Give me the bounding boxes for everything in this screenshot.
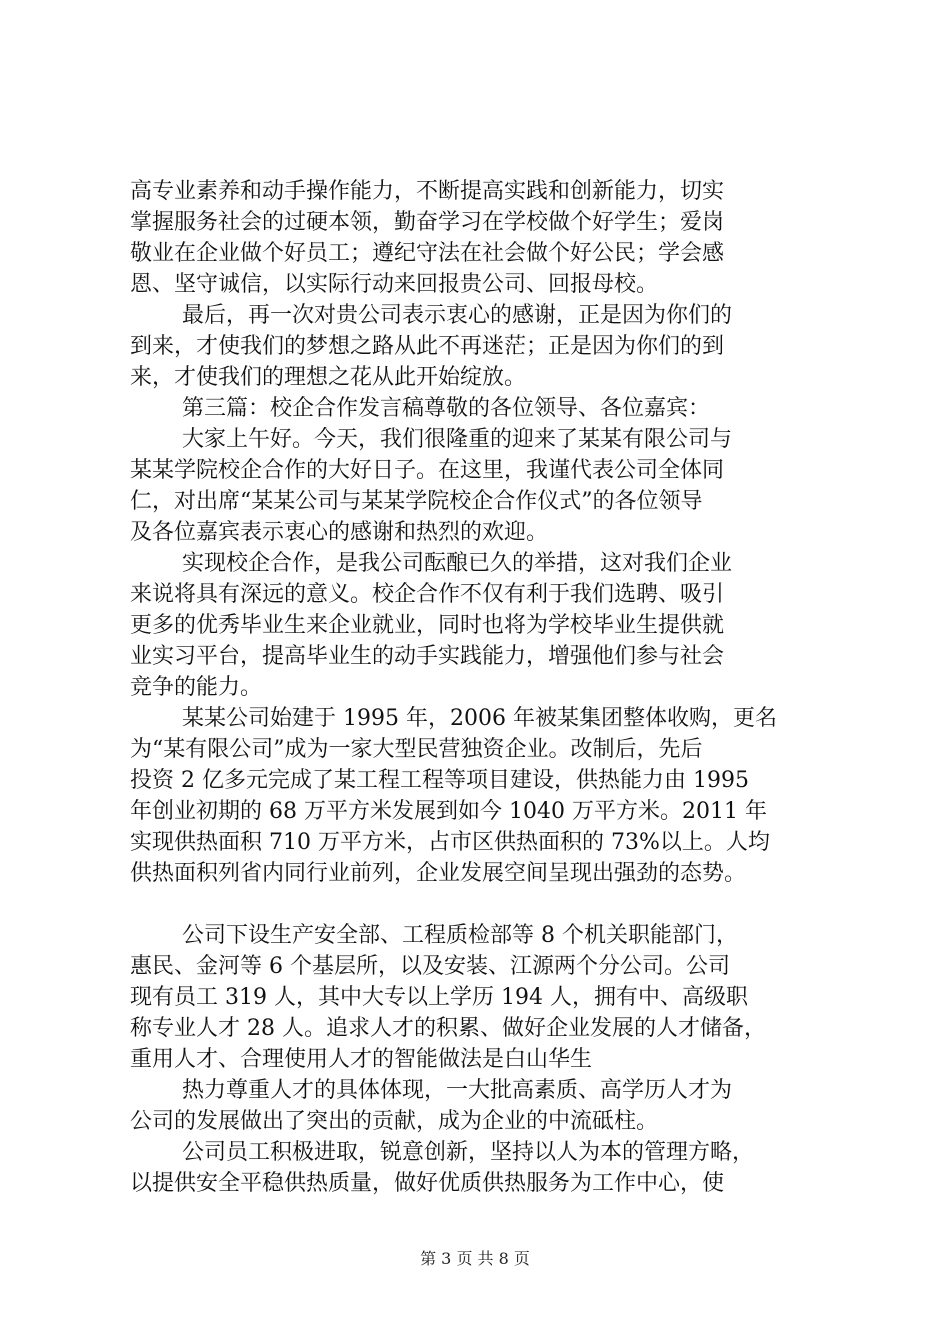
paragraph-start: 实现校企合作，是我公司酝酿已久的举措，这对我们企业 xyxy=(182,551,733,576)
text-line: 来说将具有深远的意义。校企合作不仅有利于我们选聘、吸引 xyxy=(130,582,725,607)
text-line: 更多的优秀毕业生来企业就业，同时也将为学校毕业生提供就 xyxy=(130,613,725,638)
text-line: 公司的发展做出了突出的贡献，成为企业的中流砥柱。 xyxy=(130,1109,659,1134)
text-line: 高专业素养和动手操作能力，不断提高实践和创新能力，切实 xyxy=(130,179,725,204)
text-line: 重用人才、合理使用人才的智能做法是白山华生 xyxy=(130,1047,593,1072)
text-line: 及各位嘉宾表示衷心的感谢和热烈的欢迎。 xyxy=(130,520,549,545)
text-line: 年创业初期的 68 万平方米发展到如今 1040 万平方米。2011 年 xyxy=(130,799,767,824)
text-line: 现有员工 319 人，其中大专以上学历 194 人，拥有中、高级职 xyxy=(130,985,748,1010)
section-heading: 第三篇：校企合作发言稿尊敬的各位领导、各位嘉宾： xyxy=(182,396,711,421)
text-line: 某某学院校企合作的大好日子。在这里，我谨代表公司全体同 xyxy=(130,458,725,483)
text-line: 业实习平台，提高毕业生的动手实践能力，增强他们参与社会 xyxy=(130,644,725,669)
paragraph-start: 最后，再一次对贵公司表示衷心的感谢，正是因为你们的 xyxy=(182,303,733,328)
text-line: 竞争的能力。 xyxy=(130,675,263,700)
text-line: 称专业人才 28 人。追求人才的积累、做好企业发展的人才储备， xyxy=(130,1016,766,1041)
paragraph-start: 公司员工积极进取，锐意创新，坚持以人为本的管理方略， xyxy=(182,1140,755,1165)
text-line: 来，才使我们的理想之花从此开始绽放。 xyxy=(130,365,527,390)
paragraph-start: 公司下设生产安全部、工程质检部等 8 个机关职能部门， xyxy=(182,923,738,948)
text-line: 投资 2 亿多元完成了某工程工程等项目建设，供热能力由 1995 xyxy=(130,768,749,793)
text-line: 敬业在企业做个好员工；遵纪守法在社会做个好公民；学会感 xyxy=(130,241,725,266)
paragraph-start: 大家上午好。今天，我们很隆重的迎来了某某有限公司与 xyxy=(182,427,733,452)
text-line: 恩、坚守诚信，以实际行动来回报贵公司、回报母校。 xyxy=(130,272,659,297)
text-line: 到来，才使我们的梦想之路从此不再迷茫；正是因为你们的到 xyxy=(130,334,725,359)
text-line: 供热面积列省内同行业前列，企业发展空间呈现出强劲的态势。 xyxy=(130,861,747,886)
text-line: 为“某有限公司”成为一家大型民营独资企业。改制后，先后 xyxy=(130,737,703,762)
text-line: 仁，对出席“某某公司与某某学院校企合作仪式”的各位领导 xyxy=(130,489,703,514)
document-body xyxy=(130,176,850,1199)
text-line: 惠民、金河等 6 个基层所，以及安装、江源两个分公司。公司 xyxy=(130,954,730,979)
text-line: 以提供安全平稳供热质量，做好优质供热服务为工作中心，使 xyxy=(130,1171,725,1196)
page-number-footer: 第 3 页 共 8 页 xyxy=(420,1249,530,1268)
text-line: 实现供热面积 710 万平方米，占市区供热面积的 73%以上。人均 xyxy=(130,830,770,855)
paragraph-start: 某某公司始建于 1995 年，2006 年被某集团整体收购，更名 xyxy=(182,706,777,731)
text-line: 掌握服务社会的过硬本领，勤奋学习在学校做个好学生；爱岗 xyxy=(130,210,725,235)
blank-line xyxy=(130,889,850,920)
paragraph-start: 热力尊重人才的具体体现，一大批高素质、高学历人才为 xyxy=(182,1078,733,1103)
